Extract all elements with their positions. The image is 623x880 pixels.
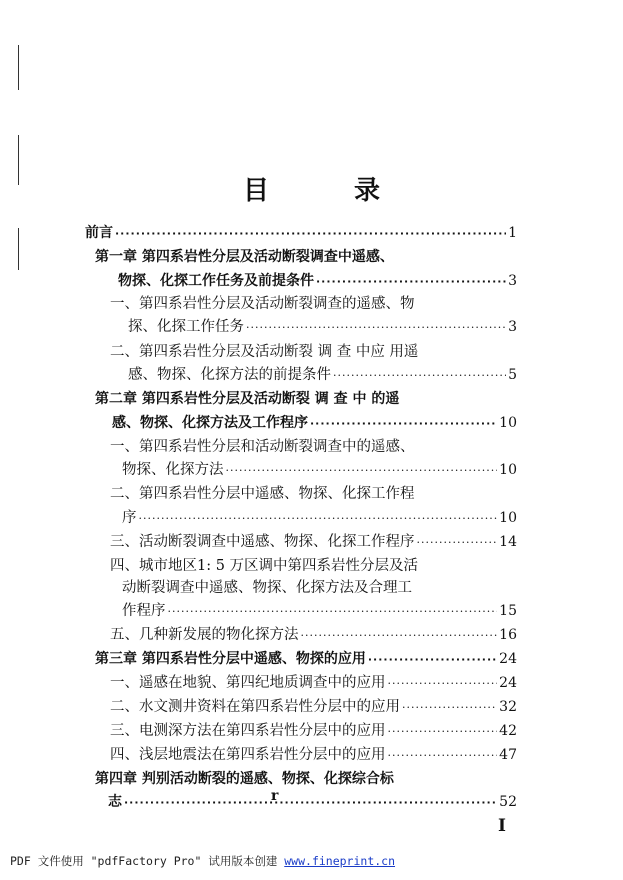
toc-entry-text: 第二章 第四系岩性分层及活动断裂 调 查 中 的遥 xyxy=(95,391,400,407)
toc-leader-dots xyxy=(388,745,498,767)
toc-leader-dots xyxy=(124,792,497,814)
toc-entry-text: 二、水文测井资料在第四系岩性分层中的应用 xyxy=(110,699,400,715)
toc-entry-text: 一、第四系岩性分层和活动断裂调查中的遥感、 xyxy=(110,439,415,455)
toc-leader-dots xyxy=(226,460,498,482)
footer-text: PDF 文件使用 "pdfFactory Pro" 试用版本创建 xyxy=(10,854,285,868)
toc-entry-text: 二、第四系岩性分层中遥感、物探、化探工作程 xyxy=(110,486,415,502)
toc-entry-text: 感、物探、化探方法及工作程序 xyxy=(112,415,308,431)
toc-leader-dots xyxy=(417,532,498,554)
toc-page-number: 10 xyxy=(499,462,517,478)
toc-leader-dots xyxy=(368,649,497,671)
toc-entry-text: 四、城市地区1: 5 万区调中第四系岩性分层及活 xyxy=(110,558,419,574)
toc-leader-dots xyxy=(301,625,498,647)
toc-page-number: 14 xyxy=(499,534,517,550)
toc-page-number: 24 xyxy=(499,675,517,691)
toc-entry-text: 第一章 第四系岩性分层及活动断裂调查中遥感、 xyxy=(95,249,394,265)
toc-entry xyxy=(122,507,517,529)
toc-entry-text: 四、浅层地震法在第四系岩性分层中的应用 xyxy=(110,747,386,763)
toc-leader-dots xyxy=(333,365,506,387)
toc-entry-text: 感、物探、化探方法的前提条件 xyxy=(128,367,331,383)
toc-page-number: 16 xyxy=(499,627,517,643)
toc-page-number: 10 xyxy=(499,510,517,526)
toc-entry xyxy=(95,388,399,410)
toc-entry-text: 物探、化探方法 xyxy=(122,462,224,478)
toc-page-number: 47 xyxy=(499,747,517,763)
toc-leader-dots xyxy=(246,317,506,339)
toc-leader-dots xyxy=(115,223,506,245)
toc-entry xyxy=(110,483,415,505)
toc-entry-text: 第三章 第四系岩性分层中遥感、物探的应用 xyxy=(95,651,366,667)
toc-leader-dots xyxy=(316,271,506,293)
toc-entry xyxy=(122,577,412,599)
toc-entry xyxy=(110,672,517,694)
footer-link[interactable]: www.fineprint.cn xyxy=(284,854,396,868)
toc-entry-text: 三、电测深方法在第四系岩性分层中的应用 xyxy=(110,723,386,739)
toc-entry xyxy=(128,364,517,386)
toc-entry xyxy=(110,696,517,718)
toc-entry-text: 作程序 xyxy=(122,603,166,619)
scan-mark: r xyxy=(271,788,279,804)
toc-page-number: 24 xyxy=(499,651,517,667)
toc-entry-text: 志 xyxy=(108,794,122,810)
toc-leader-dots xyxy=(139,508,498,530)
toc-entry-text: 物探、化探工作任务及前提条件 xyxy=(118,273,314,289)
toc-entry-text: 前言 xyxy=(85,225,113,241)
toc-page-number: 3 xyxy=(508,319,517,335)
toc-entry-text: 动断裂调查中遥感、物探、化探方法及合理工 xyxy=(122,580,412,596)
toc-page-number: 5 xyxy=(508,367,517,383)
toc-entry xyxy=(110,436,415,458)
page-title: 目 录 xyxy=(242,176,419,206)
toc-page-number: 32 xyxy=(499,699,517,715)
pdf-footer xyxy=(10,853,395,869)
toc-leader-dots xyxy=(168,601,498,623)
toc-page-number: 10 xyxy=(499,415,517,431)
toc-entry xyxy=(110,720,517,742)
toc-entry-text: 第四章 判别活动断裂的遥感、物探、化探综合标 xyxy=(95,771,394,787)
toc-entry-text: 五、几种新发展的物化探方法 xyxy=(110,627,299,643)
toc-leader-dots xyxy=(388,721,498,743)
toc-entry xyxy=(122,459,517,481)
toc-leader-dots xyxy=(310,413,497,435)
toc-page-number: 3 xyxy=(508,273,517,289)
toc-entry xyxy=(110,744,517,766)
toc-entry xyxy=(110,293,415,315)
toc-entry xyxy=(110,624,517,646)
toc-entry-text: 探、化探工作任务 xyxy=(128,319,244,335)
toc-entry xyxy=(122,600,517,622)
toc-page-number: 1 xyxy=(508,225,517,241)
toc-entry xyxy=(95,768,394,790)
toc-entry-text: 序 xyxy=(122,510,137,526)
toc-entry xyxy=(128,316,517,338)
toc-entry xyxy=(110,555,418,577)
toc-entry xyxy=(110,531,517,553)
toc-entry xyxy=(95,246,394,268)
toc-leader-dots xyxy=(388,673,498,695)
toc-entry-text: 二、第四系岩性分层及活动断裂 调 查 中应 用遥 xyxy=(110,344,419,360)
toc-entry-text: 三、活动断裂调查中遥感、物探、化探工作程序 xyxy=(110,534,415,550)
toc-entry-text: 一、遥感在地貌、第四纪地质调查中的应用 xyxy=(110,675,386,691)
toc-entry xyxy=(85,222,517,244)
toc-page-number: 52 xyxy=(499,794,517,810)
toc-entry xyxy=(108,791,517,813)
toc-entry xyxy=(118,270,517,292)
toc-entry xyxy=(110,341,418,363)
page-number: I xyxy=(498,816,506,836)
toc-entry xyxy=(95,648,517,670)
toc-entry xyxy=(112,412,517,434)
toc-page-number: 15 xyxy=(499,603,517,619)
toc-entry-text: 一、第四系岩性分层及活动断裂调查的遥感、物 xyxy=(110,296,415,312)
toc-page-number: 42 xyxy=(499,723,517,739)
toc-leader-dots xyxy=(402,697,497,719)
